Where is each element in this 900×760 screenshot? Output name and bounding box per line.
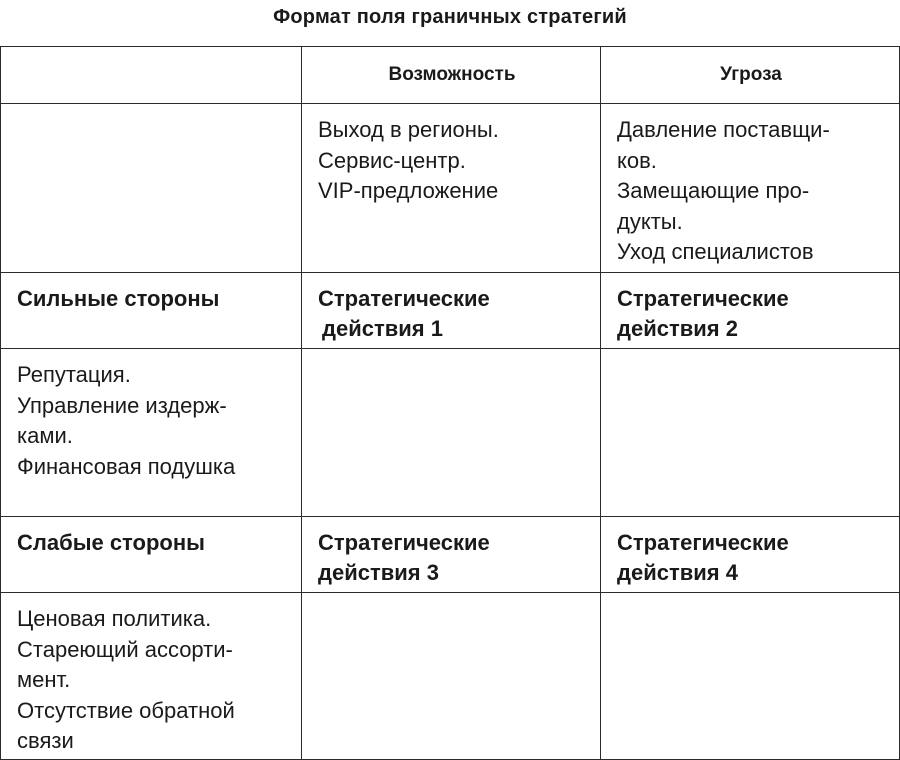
weaknesses-list-cell xyxy=(1,593,302,760)
weaknesses-heading-cell xyxy=(1,517,302,593)
strategic-action-3-line: действия 3 xyxy=(318,560,439,585)
weaknesses-list-row xyxy=(1,593,900,760)
weaknesses-heading-row xyxy=(1,517,900,593)
strengths-list-cell xyxy=(1,349,302,517)
opportunity-item: Сервис-центр. xyxy=(318,147,466,173)
weakness-item: Стареющий ассорти- xyxy=(17,636,233,662)
opportunity-header: Возможность xyxy=(388,64,516,85)
threat-item: Давление поставщи- xyxy=(617,117,830,142)
strategic-action-2-line: Стратегические xyxy=(617,286,789,311)
strategic-action-2-cell xyxy=(601,273,900,349)
strategic-action-1-cell xyxy=(302,273,601,349)
strength-item: Управление издерж- xyxy=(17,392,227,418)
threat-item: дукты. xyxy=(617,208,683,234)
strategic-action-4-line: действия 4 xyxy=(617,560,738,585)
empty-cell xyxy=(1,104,302,273)
corner-cell xyxy=(1,47,302,104)
empty-cell xyxy=(601,349,900,517)
strength-item: Финансовая подушка xyxy=(17,453,236,479)
boundary-strategy-table xyxy=(0,46,900,760)
strengths-heading: Сильные стороны xyxy=(17,286,220,311)
empty-cell xyxy=(302,593,601,760)
weakness-item: связи xyxy=(17,728,74,753)
strategic-action-2-line: действия 2 xyxy=(617,316,738,341)
opportunities-cell xyxy=(302,104,601,273)
weakness-item: мент. xyxy=(17,667,71,692)
strategic-action-1-line: Стратегические xyxy=(318,286,490,311)
opportunity-item: VIP-предложение xyxy=(318,178,499,203)
strategic-action-3-cell xyxy=(302,517,601,593)
strategic-action-4-line: Стратегические xyxy=(617,530,789,555)
strength-item: ками. xyxy=(17,423,73,448)
strategic-action-3-line: Стратегические xyxy=(318,530,490,555)
strategic-action-4-cell xyxy=(601,517,900,593)
opportunity-header-cell xyxy=(302,47,601,104)
page-title: Формат поля граничных стратегий xyxy=(273,5,627,28)
strengths-heading-row xyxy=(1,273,900,349)
threat-item: Замещающие про- xyxy=(617,178,810,203)
threat-item: ков. xyxy=(617,147,657,173)
empty-cell xyxy=(601,593,900,760)
strengths-heading-cell xyxy=(1,273,302,349)
weakness-item: Отсутствие обратной xyxy=(17,697,235,723)
weaknesses-heading: Слабые стороны xyxy=(17,530,205,555)
threat-item: Уход специалистов xyxy=(617,239,814,264)
opportunities-threats-row xyxy=(1,104,900,273)
header-row xyxy=(1,47,900,104)
threat-header-cell xyxy=(601,47,900,104)
weakness-item: Ценовая политика. xyxy=(17,606,212,631)
threat-header: Угроза xyxy=(720,64,782,85)
strengths-list-row xyxy=(1,349,900,517)
strength-item: Репутация. xyxy=(17,362,131,387)
threats-cell xyxy=(601,104,900,273)
strategic-action-1-line: действия 1 xyxy=(322,316,443,341)
empty-cell xyxy=(302,349,601,517)
opportunity-item: Выход в регионы. xyxy=(318,117,499,142)
